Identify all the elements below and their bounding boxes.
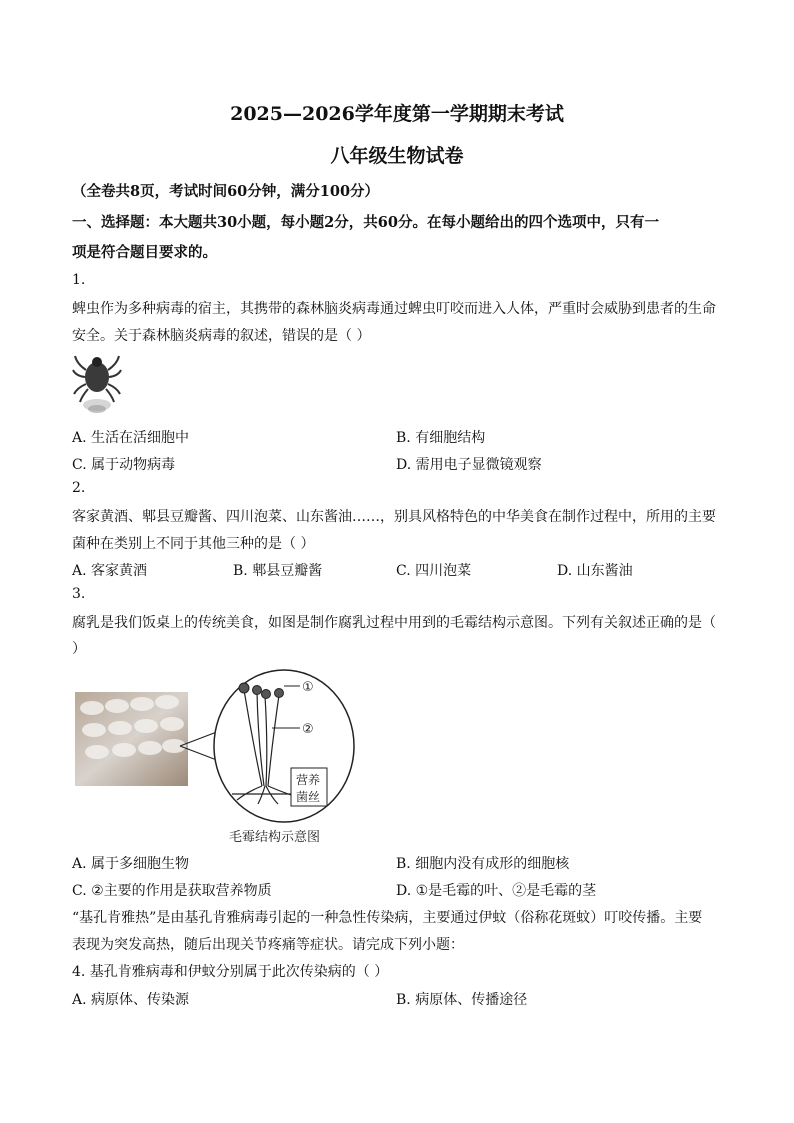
q3-stem-line2: ）	[72, 641, 86, 657]
q3-option-d: D. ①是毛霉的叶、②是毛霉的茎	[396, 883, 597, 899]
q3-option-c: C. ②主要的作用是获取营养物质	[72, 883, 272, 899]
figure-label-1: ①	[302, 680, 314, 695]
figure-caption: 毛霉结构示意图	[229, 830, 321, 845]
q1-stem-line1: 蜱虫作为多种病毒的宿主，其携带的森林脑炎病毒通过蜱虫叮咬而进入人体，严重时会威胁到患者的生命	[72, 301, 716, 317]
q3-stem-line1: 腐乳是我们饭桌上的传统美食，如图是制作腐乳过程中用到的毛霉结构示意图。下列有关叙述正确的是（	[72, 615, 716, 631]
q3-option-a: A. 属于多细胞生物	[72, 856, 190, 872]
q1-number: 1.	[72, 272, 86, 288]
exam-title: 2025—2026学年度第一学期期末考试	[230, 103, 564, 125]
q2-stem-line2: 菌种在类别上不同于其他三种的是（ ）	[72, 536, 315, 552]
exam-note: （全卷共8页，考试时间60分钟，满分100分）	[72, 183, 380, 200]
q1-stem-line2: 安全。关于森林脑炎病毒的叙述，错误的是（ ）	[72, 328, 371, 344]
q2-option-b: B. 郫县豆瓣酱	[233, 563, 323, 579]
q1-option-d: D. 需用电子显微镜观察	[396, 457, 542, 473]
q1-option-c: C. 属于动物病毒	[72, 457, 176, 473]
q3-number: 3.	[72, 586, 86, 602]
figure-label-3b: 菌丝	[296, 790, 321, 804]
section-heading-line1: 一、选择题：本大题共30小题，每小题2分，共60分。在每小题给出的四个选项中，只有一	[72, 214, 659, 231]
passage-line2: 表现为突发高热，随后出现关节疼痛等症状。请完成下列小题：	[72, 937, 464, 953]
section-heading-line2: 项是符合题目要求的。	[72, 244, 217, 261]
q1-option-b: B. 有细胞结构	[396, 430, 486, 446]
q3-option-b: B. 细胞内没有成形的细胞核	[396, 856, 570, 872]
q2-number: 2.	[72, 480, 86, 496]
q2-option-d: D. 山东酱油	[557, 563, 633, 579]
q2-stem-line1: 客家黄酒、郫县豆瓣酱、四川泡菜、山东酱油……，别具风格特色的中华美食在制作过程中，所用的主要	[72, 509, 716, 525]
exam-subtitle: 八年级生物试卷	[330, 145, 464, 167]
q1-option-a: A. 生活在活细胞中	[72, 430, 190, 446]
figure-label-3a: 营养	[296, 773, 321, 787]
figure-label-2: ②	[302, 722, 314, 737]
q2-option-a: A. 客家黄酒	[72, 563, 148, 579]
q4-stem: 4. 基孔肯雅病毒和伊蚊分别属于此次传染病的（ ）	[72, 964, 389, 980]
tick-image	[72, 350, 122, 416]
mucor-diagram	[72, 668, 372, 848]
passage-line1: “基孔肯雅热”是由基孔肯雅病毒引起的一种急性传染病，主要通过伊蚊（俗称花斑蚊）叮咬传播。主要	[72, 910, 703, 926]
q4-option-b: B. 病原体、传播途径	[396, 992, 528, 1008]
q4-option-a: A. 病原体、传染源	[72, 992, 190, 1008]
q2-option-c: C. 四川泡菜	[396, 563, 472, 579]
